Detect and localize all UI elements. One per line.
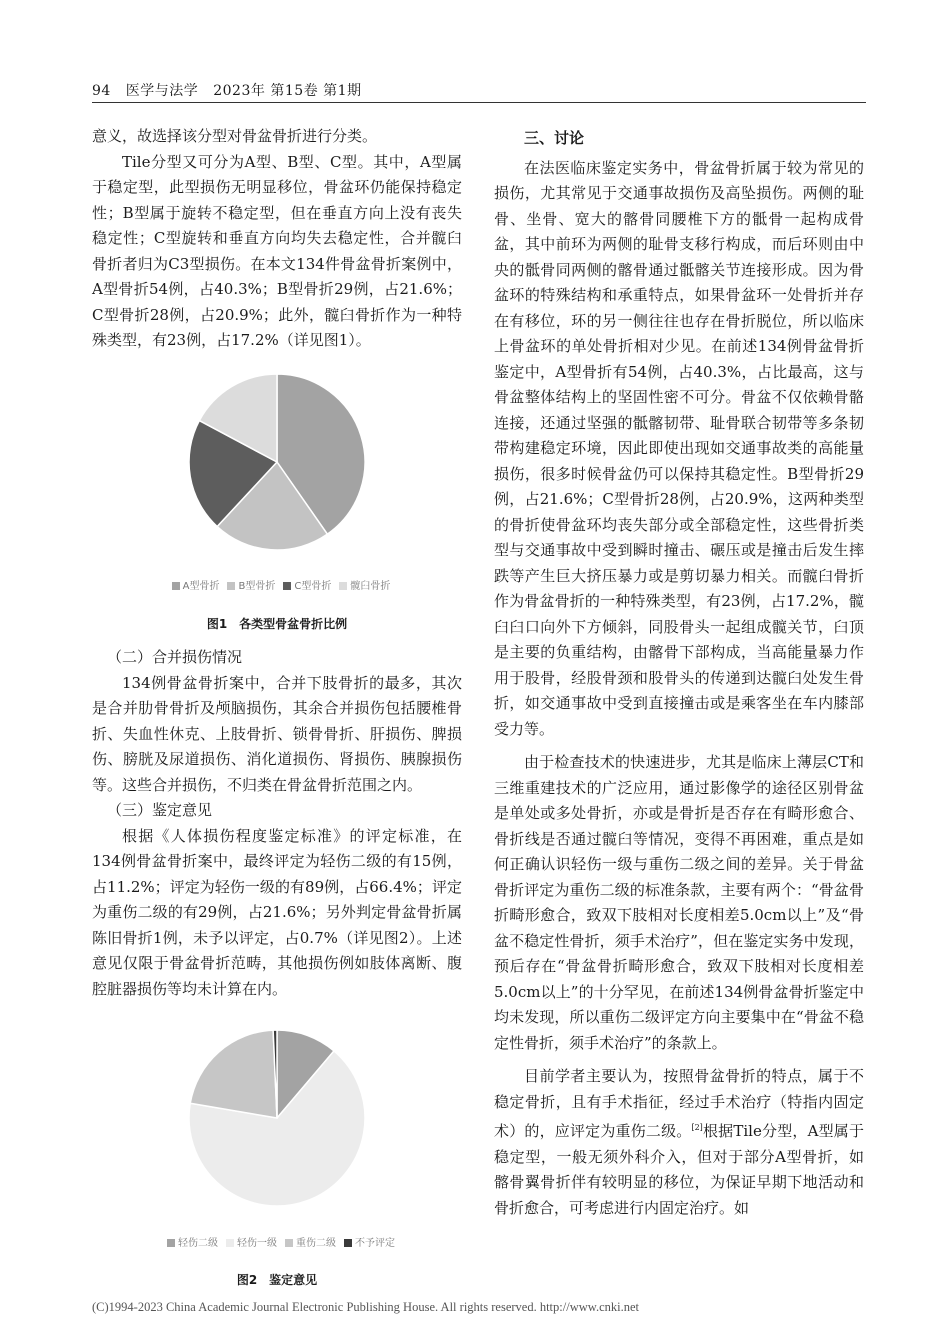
paragraph: 由于检查技术的快速进步，尤其是临床上薄层CT和三维重建技术的广泛应用，通过影像学的途径区别骨盆是单处或多处骨折，亦或是骨折是否存在有畸形愈合、骨折线是否通过髋臼等情况，变得不再困难，重点是如何正确认识轻伤一级与重伤二级之间的差异。关于骨盆骨折评定为重伤二级的标准条款，主要有两个：“骨盆骨折畸形愈合，致双下肢相对长度相差5.0cm以上”及“骨盆不稳定性骨折，须手术治疗”，但在鉴定实务中发现，预后存在“骨盆骨折畸形愈合，致双下肢相对长度相差5.0cm以上”的十分罕见，在前述134例骨盆骨折鉴定中均未发现，所以重伤二级评定方向主要集中在“骨盆不稳定性骨折，须手术治疗”的条款上。 xyxy=(494,753,864,1052)
subheading: （二）合并损伤情况 xyxy=(107,648,243,666)
legend-label: C型骨折 xyxy=(294,581,332,592)
legend-1 xyxy=(92,574,462,600)
legend-swatch xyxy=(167,1239,175,1247)
figure-2 xyxy=(92,1018,462,1294)
running-header xyxy=(92,80,372,100)
legend-swatch xyxy=(172,582,180,590)
figure-2-caption: 图2 鉴定意见 xyxy=(236,1273,318,1287)
legend-label: 髋臼骨折 xyxy=(350,581,391,592)
paragraph: 在法医临床鉴定实务中，骨盆骨折属于较为常见的损伤，尤其常见于交通事故损伤及高坠损伤。两侧的耻骨、坐骨、宽大的髂骨同腰椎下方的骶骨一起构成骨盆，其中前环为两侧的耻骨支移行构成，而后环则由中央的骶骨同两侧的髂骨通过骶髂关节连接形成。因为骨盆环的特殊结构和承重特点，如果骨盆环一处骨折并存在有移位，环的另一侧往往也存在骨折脱位，所以临床上骨盆环的单处骨折相对少见。在前述134例骨盆骨折鉴定中，A型骨折有54例，占40.3%，占比最高，这与骨盆整体结构上的坚固性密不可分。骨盆不仅依赖骨骼连接，还通过坚强的骶髂韧带、耻骨联合韧带等多条韧带构建稳定环境，因此即使出现如交通事故类的高能量损伤，很多时候骨盆仍可以保持其稳定性。B型骨折29例，占21.6%；C型骨折28例，占20.9%，这两种类型的骨折使骨盆环均丧失部分或全部稳定性，这些骨折类型与交通事故中受到瞬时撞击、碾压或是撞击后发生摔跌等产生巨大挤压暴力或是剪切暴力相关。而髋臼骨折作为骨盆骨折的一种特殊类型，有23例，占17.2%，髋臼臼口向外下方倾斜，同股骨头一起组成髋关节，臼顶是主要的负重结构，由髂骨下部构成，当高能量暴力作用于股骨，经股骨颈和股骨头的传递到达髋臼处发生骨折，如交通事故中受到直接撞击或是乘客坐在车内膝部受力等。 xyxy=(494,158,864,738)
legend-label: B型骨折 xyxy=(238,581,276,592)
legend-swatch xyxy=(339,582,347,590)
pie-chart-2 xyxy=(177,1018,377,1218)
paragraph xyxy=(494,1064,864,1221)
reference-marker: [2] xyxy=(691,1123,703,1132)
paragraph: 根据《人体损伤程度鉴定标准》的评定标准，在134例骨盆骨折案中，最终评定为轻伤二级的有15例，占11.2%；评定为轻伤一级的有89例，占66.4%；评定为重伤二级的有29例，占21.6%；另外判定骨盆骨折属陈旧骨折1例，未予以评定，占0.7%（详见图2）。上述意见仅限于骨盆骨折范畴，其他损伤例如肢体离断、腹腔脏器损伤等均未计算在内。 xyxy=(92,826,462,998)
legend-swatch xyxy=(283,582,291,590)
section-heading: 三、讨论 xyxy=(524,129,585,147)
pie-slice-3 xyxy=(190,1030,277,1118)
copyright-footer: (C)1994-2023 China Academic Journal Electronic Publishing House. All rights reserved. http://www.cnki.net xyxy=(92,1300,640,1314)
left-column xyxy=(92,124,462,1302)
legend-label: 轻伤一级 xyxy=(237,1237,277,1249)
legend-label: A型骨折 xyxy=(182,581,220,592)
paragraph: Tile分型又可分为A型、B型、C型。其中，A型属于稳定型，此型损伤无明显移位，骨盆环仍能保持稳定性；B型属于旋转不稳定型，但在垂直方向上没有丧失稳定性；C型旋转和垂直方向均失去稳定性，合并髋臼骨折者归为C3型损伤。在本文134件骨盆骨折案例中，A型骨折54例，占40.3%；B型骨折29例，占21.6%；C型骨折28例，占20.9%；此外，髋臼骨折作为一种特殊类型，有23例，占17.2%（详见图1）。 xyxy=(92,152,462,349)
subheading: （三）鉴定意见 xyxy=(107,801,213,819)
paragraph-text: 根据Tile分型，A型属于稳定型，一般无须外科介入，但对于部分A型骨折，如髂骨翼骨折伴有较明显的移位，为保证早期下地活动和骨折愈合，可考虑进行内固定治疗。如 xyxy=(494,1122,864,1217)
legend-label: 不予评定 xyxy=(355,1237,395,1249)
page-number: 94 xyxy=(92,83,111,99)
legend-swatch xyxy=(344,1239,352,1247)
legend-swatch xyxy=(226,1239,234,1247)
paragraph-text: 目前学者主要认为，按照骨盆骨折的特点，属于不稳定骨折，且有手术指征，经过手术治疗（特指内固定术）的，应评定为重伤二级。 xyxy=(494,1067,864,1140)
legend-label: 重伤二级 xyxy=(296,1237,336,1249)
legend-swatch xyxy=(285,1239,293,1247)
header-rule xyxy=(92,102,866,103)
legend-swatch xyxy=(227,582,235,590)
figure-1 xyxy=(92,362,462,638)
right-column xyxy=(494,124,864,1221)
legend-label: 轻伤二级 xyxy=(178,1237,218,1249)
figure-1-caption: 图1 各类型骨盆骨折比例 xyxy=(206,616,348,631)
journal-issue: 2023年 第15卷 第1期 xyxy=(213,83,362,99)
pie-chart-1 xyxy=(177,362,377,562)
journal-name: 医学与法学 xyxy=(125,83,199,99)
paragraph: 134例骨盆骨折案中，合并下肢骨折的最多，其次是合并肋骨骨折及颅脑损伤，其余合并损伤包括腰椎骨折、失血性休克、上肢骨折、锁骨骨折、肝损伤、脾损伤、膀胱及尿道损伤、消化道损伤、肾损伤、胰腺损伤等。这些合并损伤，不归类在骨盆骨折范围之内。 xyxy=(92,673,462,794)
legend-2 xyxy=(92,1231,462,1257)
paragraph: 意义，故选择该分型对骨盆骨折进行分类。 xyxy=(92,127,378,145)
